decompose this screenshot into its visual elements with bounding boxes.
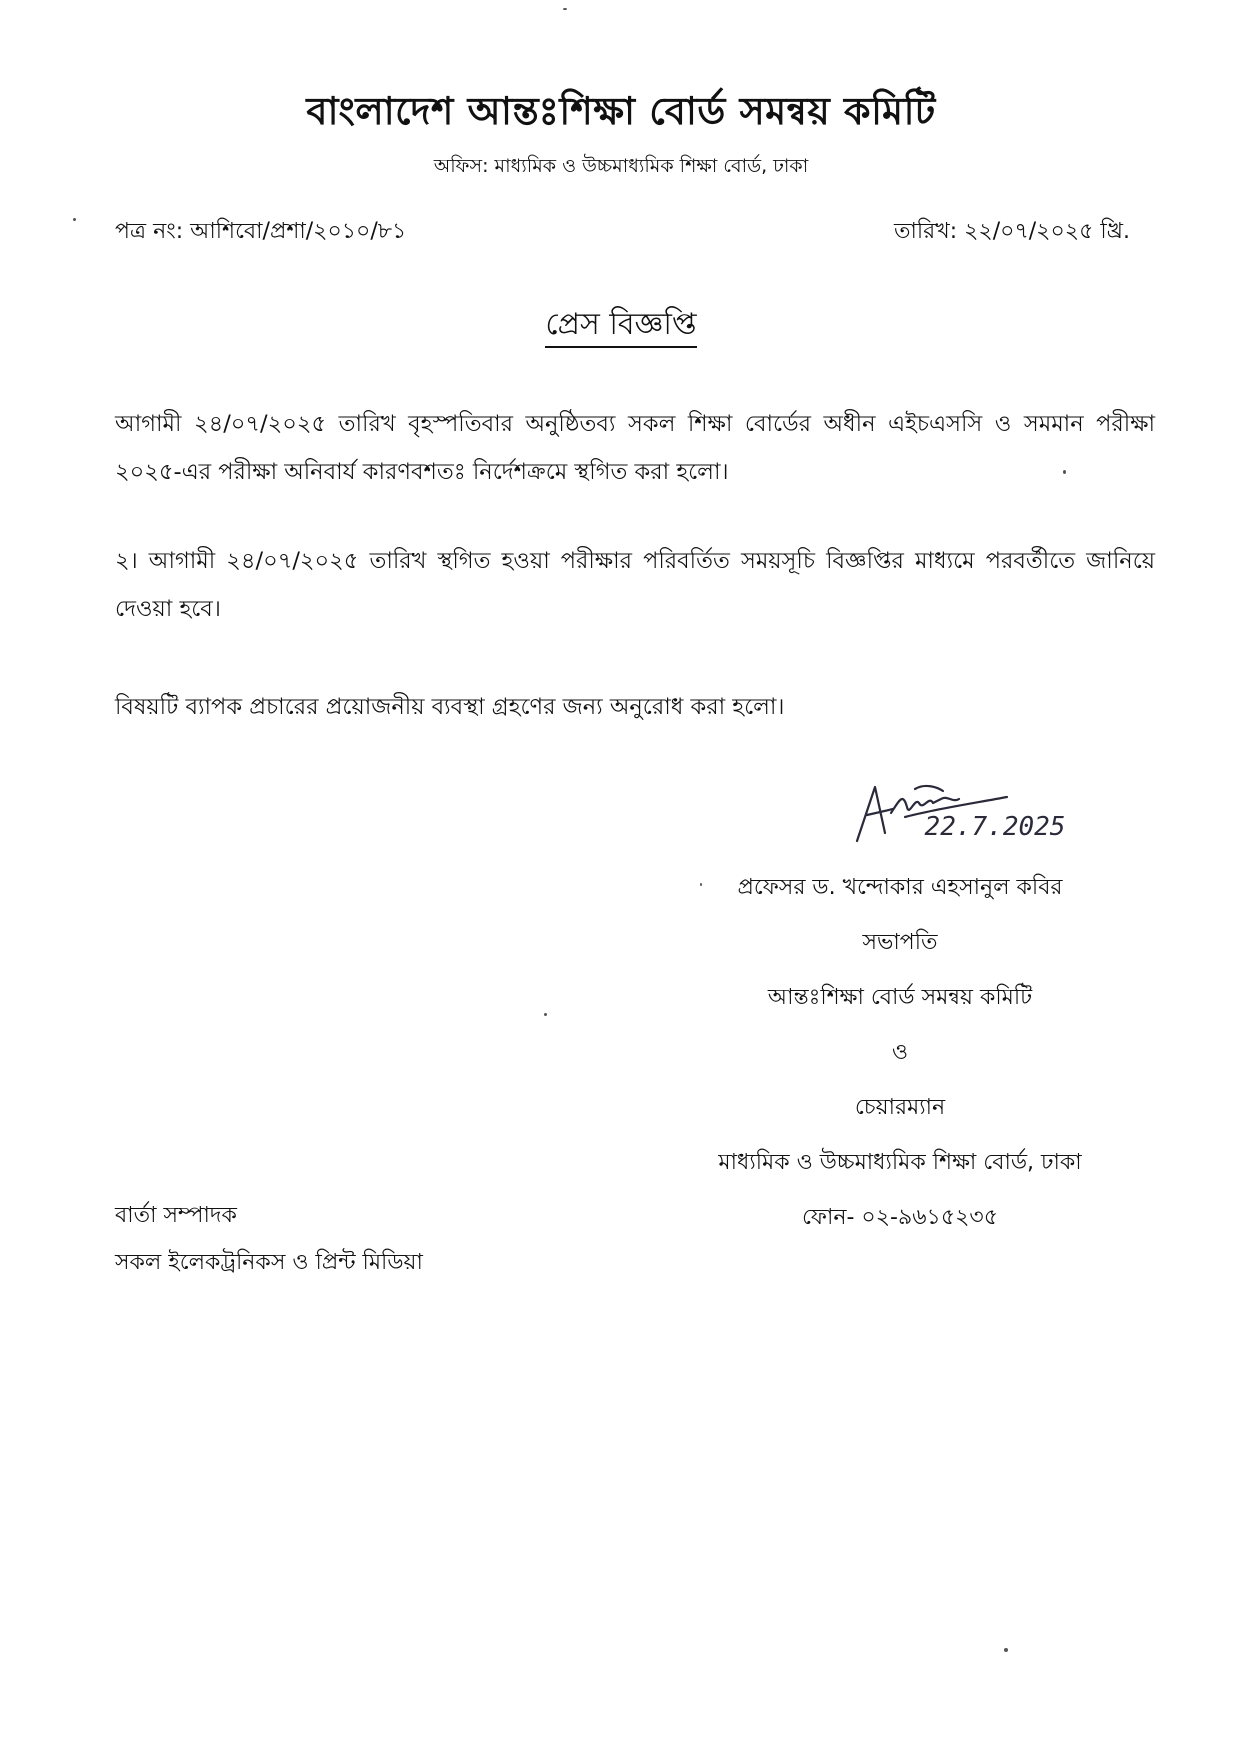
recipient-line-1: বার্তা সম্পাদক — [115, 1203, 237, 1228]
notice-title — [0, 300, 1242, 351]
signatory-phone: ফোন- ০২-৯৬১৫২৩৫ — [801, 1205, 998, 1230]
signatory-block — [640, 870, 1160, 1255]
office-address: অফিস: মাধ্যমিক ও উচ্চমাধ্যমিক শিক্ষা বোর্ড, ঢাকা — [433, 155, 809, 177]
signatory-conjunction: ও — [891, 1040, 909, 1065]
scan-speck — [544, 1013, 547, 1016]
signatory-name: প্রফেসর ড. খন্দোকার এহসানুল কবির — [737, 875, 1063, 900]
body-paragraph-2: ২। আগামী ২৪/০৭/২০২৫ তারিখ স্থগিত হওয়া পরীক্ষার পরিবর্তিত সময়সূচি বিজ্ঞপ্তির মাধ্যমে পরবর্তীতে জানিয়ে দেওয়া হবে। — [115, 548, 1155, 622]
notice-title-text: প্রেস বিজ্ঞপ্তি — [545, 307, 696, 348]
signature-image — [845, 773, 1090, 873]
body-paragraph-1: আগামী ২৪/০৭/২০২৫ তারিখ বৃহস্পতিবার অনুষ্ঠিতব্য সকল শিক্ষা বোর্ডের অধীন এইচএসসি ও সমমান পরীক্ষা ২০২৫-এর পরীক্ষা অনিবার্য কারণবশতঃ নির্দেশক্রমে স্থগিত করা হলো। — [115, 411, 1155, 485]
scan-speck — [1004, 1648, 1008, 1652]
signatory-org-1: আন্তঃশিক্ষা বোর্ড সমন্বয় কমিটি — [767, 985, 1033, 1010]
issue-date: তারিখ: ২২/০৭/২০২৫ খ্রি. — [893, 219, 1130, 244]
body-paragraph-3: বিষয়টি ব্যাপক প্রচারের প্রয়োজনীয় ব্যবস্থা গ্রহণের জন্য অনুরোধ করা হলো। — [115, 694, 785, 720]
signatory-org-2: মাধ্যমিক ও উচ্চমাধ্যমিক শিক্ষা বোর্ড, ঢাকা — [718, 1150, 1082, 1175]
handwritten-date: 22.7.2025 — [924, 812, 1066, 842]
scan-speck — [563, 8, 567, 10]
signatory-title-1: সভাপতি — [862, 930, 938, 955]
scan-speck — [700, 883, 702, 886]
scan-speck — [1063, 470, 1066, 474]
recipients-block — [115, 1192, 423, 1286]
scan-speck — [73, 218, 76, 221]
memo-number: পত্র নং: আশিবো/প্রশা/২০১০/৮১ — [115, 219, 407, 244]
recipient-line-2: সকল ইলেকট্রনিকস ও প্রিন্ট মিডিয়া — [115, 1250, 423, 1275]
signatory-title-2: চেয়ারম্যান — [854, 1095, 946, 1120]
page-title: বাংলাদেশ আন্তঃশিক্ষা বোর্ড সমন্বয় কমিটি — [306, 89, 936, 133]
